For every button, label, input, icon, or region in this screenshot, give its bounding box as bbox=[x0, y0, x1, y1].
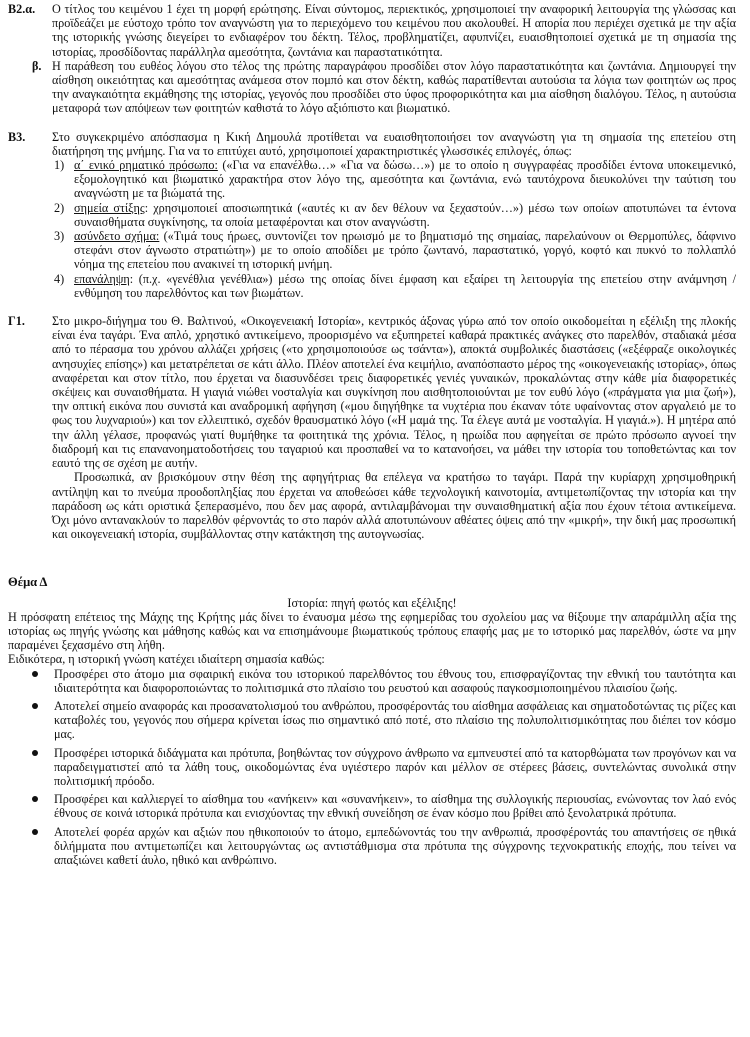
item-text: («Για να επανέλθω…» «Για να δώσω…») με το οποίο η συγγραφέας προσδίδει έντονα υποκειμενικό, εξομολογητικό και βιωματικό χαρακτήρα στον λόγο της, αμεσότητα και ζωντάνια, ενώ ταυτόχρονα διευκολύνει την ταύτιση του αναγνώστη με τα βιώματά της. bbox=[74, 158, 737, 201]
bullet-text: Προσφέρει ιστορικά διδάγματα και πρότυπα, βοηθώντας τον σύγχρονο άνθρωπο να εμπνευστεί από τα κατορθώματα των προγόνων και να παραδειγματιστεί από τα λάθη τους, οικοδομώντας ένα υγιέστερο παρόν και μέλλον σε στέρεες βάσεις, συντελώντας συνολικά στην πολιτισμική πρόοδο. bbox=[54, 745, 736, 788]
answer-text: Η παράθεση του ευθέος λόγου στο τέλος της πρώτης παραγράφου προσδίδει στον λόγο παραστατικότητα και ζωντάνια. Δημιουργεί την αίσθηση οικειότητας και αμεσότητας ανάμεσα στον πομπό και στον δέκτη, καθώς παρατίθενται αυτούσια τα λόγια των φοιτητών ως προς την αναγκαιότητα εκμάθησης της ιστορίας, γεγονός που προσδίδει στο ύφος προφορικότητα και μια αίσθηση διαλόγου. Τέλος, η αυτούσια μεταφορά των απόψεων των φοιτητών καθιστά το λόγο αξιόπιστο και βιωματικό. bbox=[52, 58, 736, 116]
bullet-text: Προσφέρει και καλλιεργεί το αίσθημα του «ανήκειν» και «συνανήκειν», το αίσθημα της συλλογικής περιουσίας, ενώνοντας τον λαό ενός έθνους σε κοινά ιστορικά πρότυπα και ενισχύοντας την εθνική συνείδηση σε έναν κόσμο που βρίθει από ξενολατρικά πρότυπα. bbox=[54, 792, 736, 821]
answer-body bbox=[52, 130, 736, 300]
device-list bbox=[52, 158, 736, 300]
bullet-text: Αποτελεί φορέα αρχών και αξιών που ηθικοποιούν το άτομο, εμπεδώνοντάς του την ανθρωπιά, προσφέροντάς του απαντήσεις σε ηθικά διλήμματα που αντιμετωπίζει και λειτουργώντας ως αντιστάθμισμα στα πρότυπα της σύγχρονης τεχνοκρατικής εποχής, που τείνει να απαξιώνει καθετί άυλο, ηθικό και ανθρώπινο. bbox=[54, 824, 736, 867]
item-term: επανάληψη bbox=[74, 271, 130, 286]
list-item bbox=[54, 229, 736, 272]
bullet-text: Αποτελεί σημείο αναφοράς και προσανατολισμού του ανθρώπου, προσφέροντάς του αίσθημα ασφάλειας και σηματοδοτώντας τις ρίζες και καταβολές του, γεγονός που σήμερα κρίνεται ίσως πιο σημαντικό από ποτέ, στο πλαίσιο της πολυπολιτισμικότητας που διέπει τον κόσμο μας. bbox=[54, 698, 736, 742]
essay-lead: Ειδικότερα, η ιστορική γνώση κατέχει ιδιαίτερη σημασία καθώς: bbox=[8, 652, 325, 667]
item-text: («Τιμά τους ήρωες, συντονίζει τον ηρωισμό με το βηματισμό της σημαίας, παρελαύνουν οι Θερμοπύλες, δάφνινο στεφάνι στον άγνωστο στρατιώτη») με το οποίο αποδίδει με τρόπο ζωντανό, παραστατικό, γοργό, κοφτό και πυκνό το πολλαπλό νόημα της επετείου που ανακινεί τη ιστορική μνήμη. bbox=[74, 229, 736, 272]
answer-body bbox=[52, 314, 736, 541]
answer-label: β. bbox=[32, 58, 42, 73]
item-number: 3) bbox=[54, 229, 65, 244]
paragraph: Στο μικρο-διήγημα του Θ. Βαλτινού, «Οικογενειακή Ιστορία», κεντρικός άξονας γύρω από τον οποίο οικοδομείται η εξέλιξη της πλοκής είναι ένα ταγάρι. Ένα απλό, χρηστικό αντικείμενο, προορισμένο να εξυπηρετεί καθαρά πρακτικές ανάγκες στο παρελθόν, σταδιακά μέσα από το πέρασμα του χρόνου αλλάζει χρήσεις («το χρησιμοποιούσε ως τσάντα»), αποκτά συμβολικές διαστάσεις («εξέφραζε οικολογικές ανησυχίες επίσης») και μετατρέπεται σε κάτι άλλο. Πλέον αποτελεί ένα κειμήλιο, αναπόσπαστο μέρος της «οικογενειακής ιστορίας», όπως αναφέρεται και στον τίτλο, που έρχεται να διασυνδέσει τρεις διαφορετικές γενιές γυναικών, προκαλώντας στην κάθε μία διαφορετικές σκέψεις και συναισθήματα. Η γιαγιά νιώθει νοσταλγία και συγκίνηση που αισθητοποιούνται με τον ευθύ λόγο («πράγματα για μια ζωή»), την οπτική εικόνα που συνιστά και αναδρομική αφήγηση («μου διηγήθηκε τα νυχτέρια που έκαναν τότε υφαίνοντας στον αργαλειό με το φως του λυχναριού») και τον ελλειπτικό, σχεδόν θραυσματικό λόγο («Η μαμά της. Τα έλεγε αυτά με νοσταλγία. Η γιαγιά.»). Η μητέρα από την άλλη γέλασε, προφανώς γιατί θυμήθηκε τα φοιτητικά της χρόνια. Τέλος, η ηρωίδα που αφηγείται σε πρώτο πρόσωπο αγνοεί την διαδρομή και τις επανανοηματοδοτήσεις του ταγαριού και προσπαθεί να το κατανοήσει, να μάθει την ιστορία του τοποθετώντας και τον εαυτό της σε σχέση με αυτήν. bbox=[52, 314, 736, 471]
bullet-text: Προσφέρει στο άτομο μια σφαιρική εικόνα του ιστορικού παρελθόντος του έθνους του, επισφραγίζοντας την εθνική του ταυτότητα και ιδιαιτερότητα και διαφοροποιώντας το πολιτισμικά στο πλαίσιο του ρευστού και ασαφούς παγκοσμιοποιημένου πλαισίου ζωής. bbox=[54, 666, 736, 695]
bullet-icon bbox=[32, 671, 38, 677]
section-heading: Θέμα Δ bbox=[8, 575, 48, 590]
list-item bbox=[54, 200, 737, 229]
list-item bbox=[54, 271, 736, 300]
paragraph: Προσωπικά, αν βρισκόμουν στην θέση της αφηγήτριας θα επέλεγα να κρατήσω το ταγάρι. Παρά την κυρίαρχη χρησιμοθηρική αντίληψη και το πνεύμα προοδοπληξίας που έρχεται να αποθεώσει κάθε τεχνολογική καινοτομία, αντιμετωπίζοντας την ιστορία και την παράδοση ως κάτι οριστικά ξεπερασμένο, που δεν μας αφορά, αντιλαμβάνομαι την συναισθηματική αξία που έχουν τέτοια αντικείμενα. Όχι μόνο αντανακλούν το παρελθόν φέρνοντάς το στο παρόν αλλά αποτυπώνουν αθέατες όψεις από την «μικρή», την δική μας προσωπική και οικογενειακή ιστορία, συμβάλλοντας στην κατάκτηση της αυτογνωσίας. bbox=[52, 470, 736, 542]
bullet-item bbox=[54, 746, 736, 789]
item-term: σημεία στίξης bbox=[74, 200, 145, 215]
item-text: : χρησιμοποιεί αποσιωπητικά («αυτές κι αν δεν θέλουν να ξεχαστούν…») μέσω των οποίων αποτυπώνει τα έντονα συναισθήματα συγκίνησης, τα οποία μεταφέρονται και στον αναγνώστη. bbox=[74, 200, 737, 229]
item-text: : (π.χ. «γενέθλια γενέθλια») μέσω της οποίας δίνει έμφαση και εξαίρει τη λειτουργία της επετείου στην ανάμνηση / ενθύμηση του παρελθόντος και των βιωμάτων. bbox=[74, 271, 736, 300]
answer-b2a bbox=[8, 2, 736, 59]
answer-label: Γ1. bbox=[8, 314, 25, 329]
bullet-list bbox=[8, 667, 736, 868]
essay-title: Ιστορία: πηγή φωτός και εξέλιξης! bbox=[287, 595, 457, 610]
answer-b2b bbox=[8, 59, 736, 116]
bullet-item bbox=[54, 825, 736, 868]
answer-text: Ο τίτλος του κειμένου 1 έχει τη μορφή ερώτησης. Είναι σύντομος, περιεκτικός, χρησιμοποιεί την αναφορική λειτουργία της γλώσσας και προϊδεάζει με εύστοχο τρόπο τον αναγνώστη για το περιεχόμενο του κειμένου που ακολουθεί. Η απορία που περιέχει σχετικά με την αξία της ιστορικής γνώσης διεγείρει το ενδιαφέρον του δέκτη. Τέλος, προβληματίζει, αφυπνίζει, ευαισθητοποιεί σχετικά με τη σημασία της ιστορίας, προσδίδοντας παράλληλα αμεσότητα, ζωντάνια και παραστατικότητα. bbox=[52, 2, 736, 59]
item-number: 2) bbox=[54, 200, 65, 215]
essay-intro: Η πρόσφατη επέτειος της Μάχης της Κρήτης μάς δίνει το έναυσμα μέσω της εφημερίδας του σχολείου μας να θίξουμε την απαράμιλλη αξία της ιστορίας ως πηγής γνώσης και μάθησης καθώς και να επισημάνουμε βιωματικούς τρόπους επαφής μας με το ιστορικό μας παρελθόν, ώστε να μην παραμένει ξεχασμένο στη λήθη. bbox=[8, 609, 736, 653]
bullet-item bbox=[54, 792, 736, 820]
bullet-item bbox=[54, 667, 736, 695]
answer-label: Β2.α. bbox=[8, 2, 36, 16]
bullet-item bbox=[54, 699, 736, 742]
answer-intro: Στο συγκεκριμένο απόσπασμα η Κική Δημουλά προτίθεται να ευαισθητοποιήσει τον αναγνώστη για τη σημασία της επετείου στη διατήρηση της μνήμης. Για να το επιτύχει αυτό, χρησιμοποιεί χαρακτηριστικές γλωσσικές επιλογές, όπως: bbox=[52, 129, 736, 158]
answer-label: Β3. bbox=[8, 129, 26, 144]
bullet-icon bbox=[32, 703, 38, 709]
item-term: ασύνδετο σχήμα: bbox=[74, 229, 160, 244]
answer-g1 bbox=[8, 314, 736, 541]
answer-b3 bbox=[8, 130, 736, 300]
item-number: 1) bbox=[54, 158, 65, 173]
bullet-icon bbox=[32, 750, 38, 756]
item-number: 4) bbox=[54, 271, 65, 286]
list-item bbox=[54, 158, 737, 201]
item-term: α΄ ενικό ρηματικό πρόσωπο: bbox=[74, 158, 218, 173]
bullet-icon bbox=[32, 829, 38, 835]
bullet-icon bbox=[32, 796, 38, 802]
